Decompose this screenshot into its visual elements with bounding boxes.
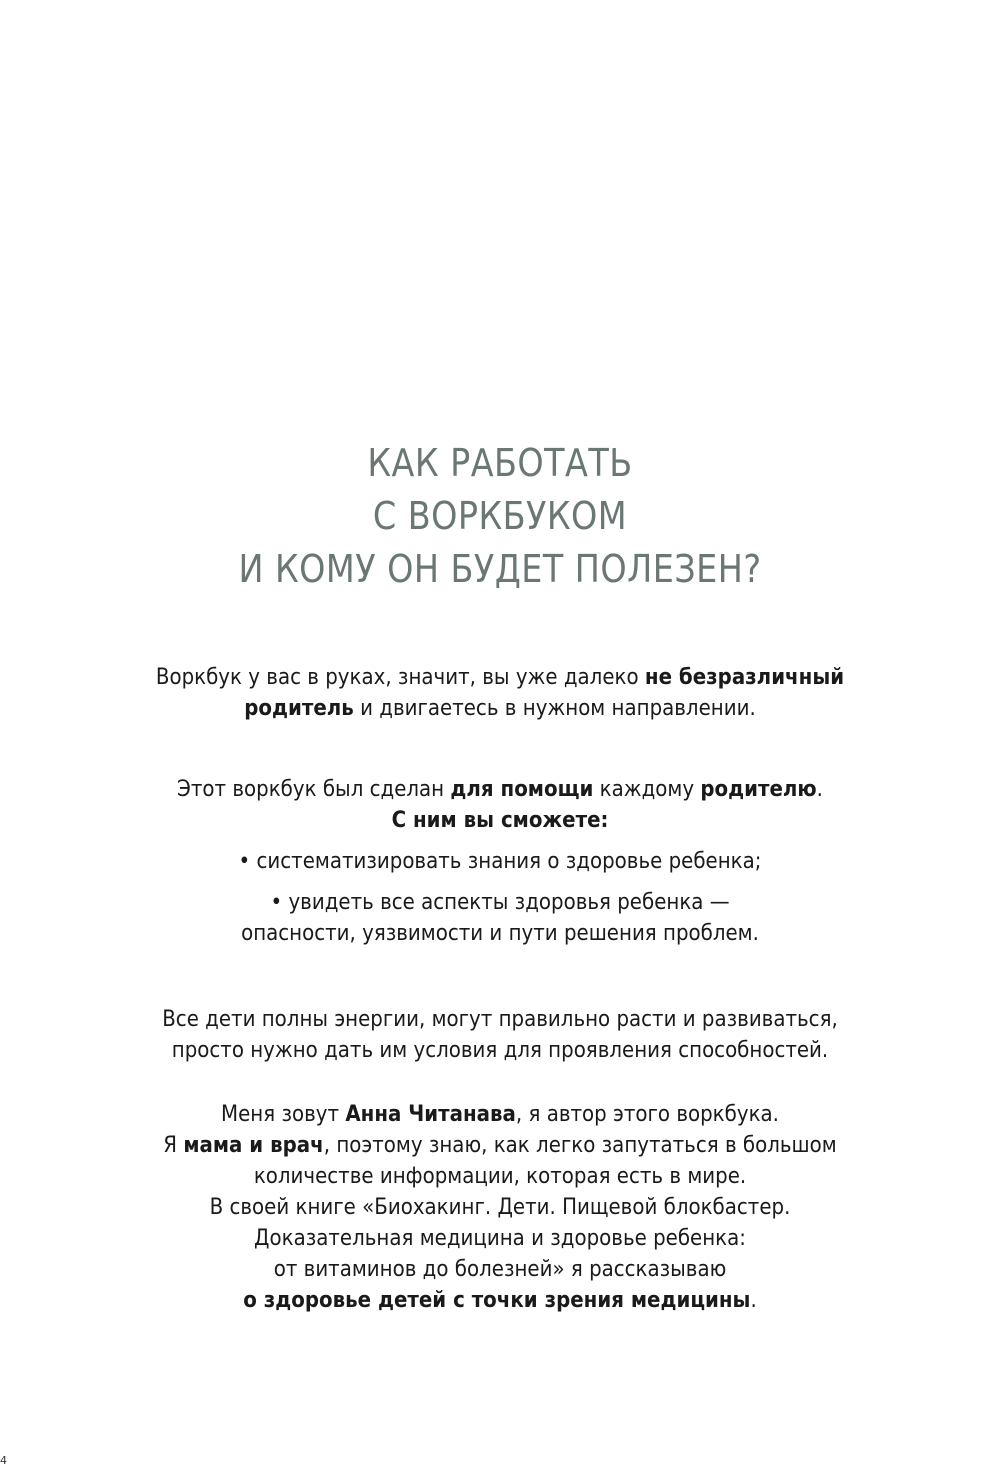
intro-emphasis-parent: родитель	[244, 696, 354, 721]
author-line-7	[50, 1285, 950, 1316]
author-period: .	[750, 1288, 757, 1313]
author-role: мама и врач	[183, 1133, 324, 1158]
author-line-6: от витаминов до болезней» я рассказываю	[273, 1257, 727, 1282]
purpose-subheading: С ним вы сможете:	[391, 808, 609, 833]
body-text	[50, 662, 950, 1316]
author-line-3: количестве информации, которая есть в мире.	[253, 1164, 747, 1189]
list-item: • систематизировать знания о здоровье ребенка;	[238, 849, 762, 874]
author-text-i: Я	[163, 1133, 184, 1158]
author-text-c: , я автор этого воркбука.	[515, 1102, 779, 1127]
purpose-text-a: Этот воркбук был сделан	[177, 777, 451, 802]
author-line-4: В своей книге «Биохакинг. Дети. Пищевой блокбастер.	[209, 1195, 791, 1220]
page-title	[60, 437, 940, 596]
author-text-a: Меня зовут	[221, 1102, 346, 1127]
title-line-2: С ВОРКБУКОМ	[372, 494, 628, 538]
author-line-2	[50, 1130, 950, 1161]
purpose-period: .	[816, 777, 823, 802]
purpose-line-1	[50, 774, 950, 805]
purpose-text-c: каждому	[593, 777, 701, 802]
list-item-continuation: опасности, уязвимости и пути решения проблем.	[241, 921, 759, 946]
bullet-list	[50, 846, 950, 949]
purpose-paragraph	[50, 774, 950, 836]
author-line-1	[50, 1099, 950, 1130]
purpose-emphasis-parent: родителю	[700, 777, 817, 802]
intro-text: Воркбук у вас в руках, значит, вы уже далеко	[155, 665, 645, 690]
list-item: • увидеть все аспекты здоровья ребенка —	[270, 890, 730, 915]
author-text-rest: , поэтому знаю, как легко запутаться в большом	[323, 1133, 837, 1158]
intro-emphasis: не безразличный	[644, 665, 845, 690]
title-line-3: И КОМУ ОН БУДЕТ ПОЛЕЗЕН?	[238, 547, 762, 591]
author-emphasis-medicine: о здоровье детей с точки зрения медицины	[243, 1288, 751, 1313]
intro-paragraph	[50, 662, 950, 724]
purpose-emphasis-help: для помощи	[450, 777, 594, 802]
author-paragraph	[50, 1099, 950, 1316]
author-name: Анна Читанава	[345, 1102, 516, 1127]
page-number: 4	[0, 1454, 7, 1467]
intro-text-end: и двигаетесь в нужном направлении.	[353, 696, 756, 721]
energy-line-1: Все дети полны энергии, могут правильно расти и развиваться,	[162, 1007, 838, 1032]
energy-paragraph	[50, 1004, 950, 1066]
title-line-1: КАК РАБОТАТЬ	[367, 441, 633, 485]
author-line-5: Доказательная медицина и здоровье ребенка:	[254, 1226, 746, 1251]
intro-line-1	[50, 662, 950, 693]
energy-line-2: просто нужно дать им условия для проявления способностей.	[171, 1038, 829, 1063]
intro-line-2	[50, 693, 950, 724]
